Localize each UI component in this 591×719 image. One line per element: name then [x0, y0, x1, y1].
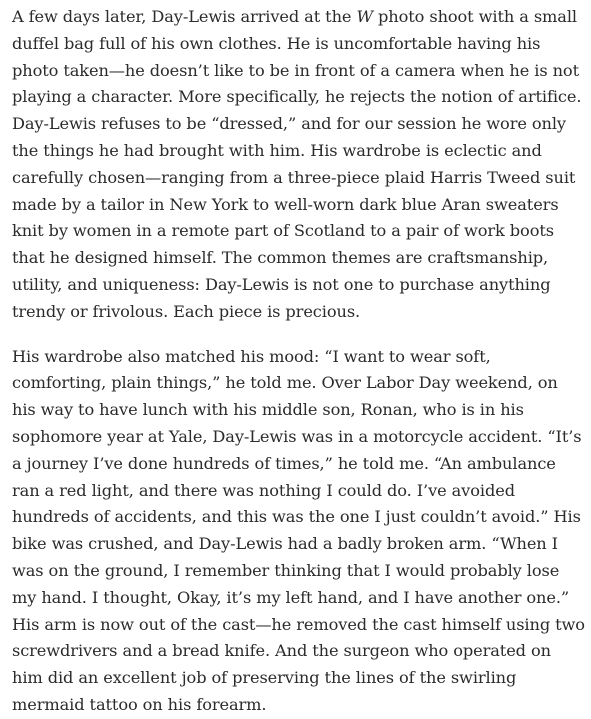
magazine-title-w: W [356, 7, 373, 26]
paragraph-1-text-end: photo shoot with a small duffel bag full of his own clothes. He is uncomfortable having his photo taken—he doesn’t like to be in front of a camera when he is not playing a character. More specifically, he rejects the notion of artifice. Day-Lewis refuses to be “dressed,” and for our session he wore only the things he had brought with him. His wardrobe is eclectic and carefully chosen—ranging from a three-piece plaid Harris Tweed suit made by a tailor in New York to well-worn dark blue Aran sweaters knit by women in a remote part of Scotland to a pair of work boots that he designed himself. The common themes are craftsmanship, utility, and uniqueness: Day-Lewis is not one to purchase anything trendy or frivolous. Each piece is precious. [12, 7, 582, 321]
paragraph-1-text-start: A few days later, Day-Lewis arrived at the [12, 7, 357, 26]
paragraph-1 [12, 4, 585, 326]
paragraph-2: His wardrobe also matched his mood: “I want to wear soft, comforting, plain things,” he told me. Over Labor Day weekend, on his way to have lunch with his middle son, Ronan, who is in his sophomore year at Yale, Day-Lewis was in a motorcycle accident. “It’s a journey I’ve done hundreds of times,” he told me. “An ambulance ran a red light, and there was nothing I could do. I’ve avoided hundreds of accidents, and this was the one I just couldn’t avoid.” His bike was crushed, and Day-Lewis had a badly broken arm. “When I was on the ground, I remember thinking that I would probably lose my hand. I thought, Okay, it’s my left hand, and I have another one.” His arm is now out of the cast—he removed the cast himself using two screwdrivers and a bread knife. And the surgeon who operated on him did an excellent job of preserving the lines of the swirling mermaid tattoo on his forearm. [12, 346, 585, 714]
